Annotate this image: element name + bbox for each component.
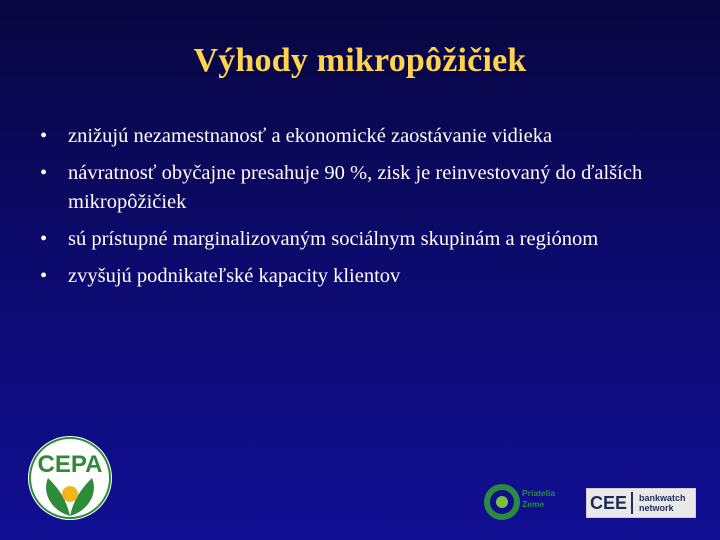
friends-earth-line2: Zeme	[522, 499, 545, 509]
cepa-logo	[22, 432, 118, 522]
bullet-item	[40, 225, 680, 254]
bullet-item	[40, 262, 680, 291]
slide-title: Výhody mikropôžičiek	[193, 42, 527, 79]
earth-icon	[484, 484, 520, 520]
bullet-dot: •	[40, 162, 48, 184]
bullet-dot: •	[40, 228, 48, 250]
bullet-item	[40, 159, 680, 217]
bullet-dot: •	[40, 125, 48, 147]
bullet-list	[40, 122, 680, 299]
cepa-logo-text: CEPA	[37, 451, 103, 478]
bullet-dot: •	[40, 265, 48, 287]
bullet-text: znižujú nezamestnanosť a ekonomické zaostávanie vidieka	[68, 125, 553, 147]
bankwatch-logo	[586, 488, 696, 518]
friends-earth-line1: Priatelia	[522, 488, 556, 498]
bankwatch-line2: network	[639, 503, 674, 513]
bankwatch-line1: bankwatch	[639, 493, 686, 503]
bullet-item	[40, 122, 680, 151]
cee-text: CEE	[587, 492, 633, 514]
bullet-text: návratnosť obyčajne presahuje 90 %, zisk je reinvestovaný do ďalších mikropôžičiek	[68, 162, 643, 213]
bullet-text: sú prístupné marginalizovaným sociálnym skupinám a regiónom	[68, 228, 599, 250]
friends-earth-logo	[484, 484, 580, 520]
bullet-text: zvyšujú podnikateľské kapacity klientov	[68, 265, 401, 287]
